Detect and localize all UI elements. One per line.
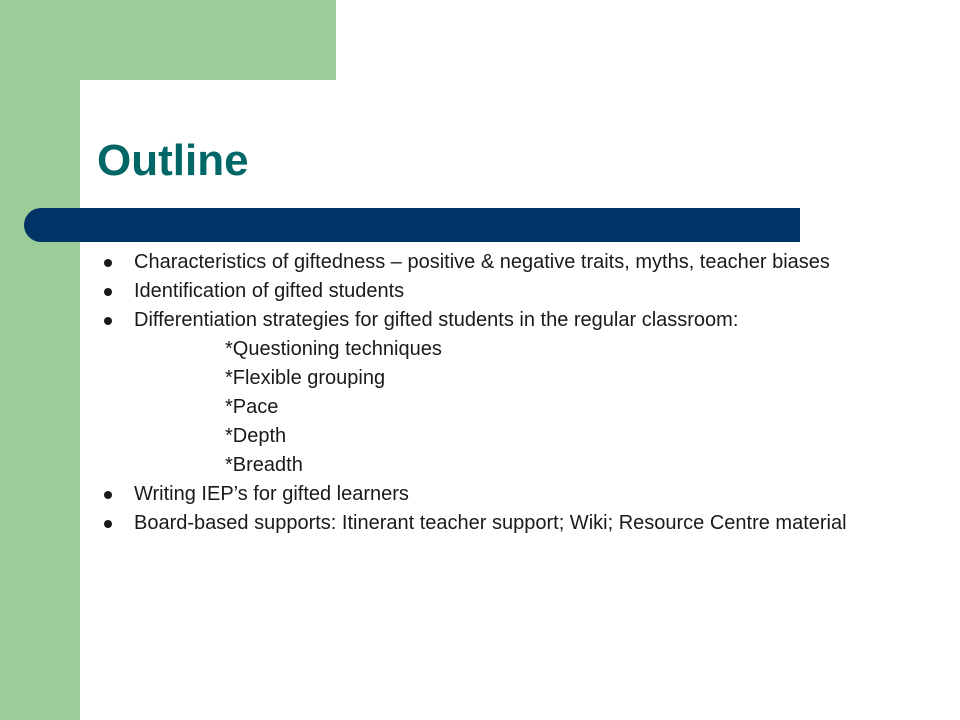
sub-list-item: *Questioning techniques	[225, 338, 442, 360]
list-item	[104, 309, 884, 476]
bullet-icon	[104, 288, 112, 296]
list-item-text: Identification of gifted students	[134, 280, 405, 302]
bullet-icon	[104, 259, 112, 267]
list-item-text: Differentiation strategies for gifted students in the regular classroom:	[134, 309, 739, 331]
list-item	[104, 512, 884, 534]
title-underline-bar	[24, 208, 800, 242]
list-item-text: Writing IEP’s for gifted learners	[134, 483, 409, 505]
sub-list-item: *Breadth	[225, 454, 303, 476]
sub-list-item: *Flexible grouping	[225, 367, 386, 389]
outline-list	[104, 251, 884, 541]
slide-title: Outline	[97, 136, 249, 185]
sub-list-item: *Depth	[225, 425, 287, 447]
list-item-text: Board-based supports: Itinerant teacher support; Wiki; Resource Centre material	[134, 512, 847, 534]
list-item	[104, 251, 884, 273]
decorative-sidebar	[0, 0, 80, 720]
sub-list-item: *Pace	[225, 396, 279, 418]
bullet-icon	[104, 317, 112, 325]
list-item	[104, 280, 884, 302]
list-item-text: Characteristics of giftedness – positive & negative traits, myths, teacher biases	[134, 251, 830, 273]
bullet-icon	[104, 520, 112, 528]
bullet-icon	[104, 491, 112, 499]
decorative-top-band	[0, 0, 336, 80]
sub-list	[134, 338, 884, 476]
list-item	[104, 483, 884, 505]
